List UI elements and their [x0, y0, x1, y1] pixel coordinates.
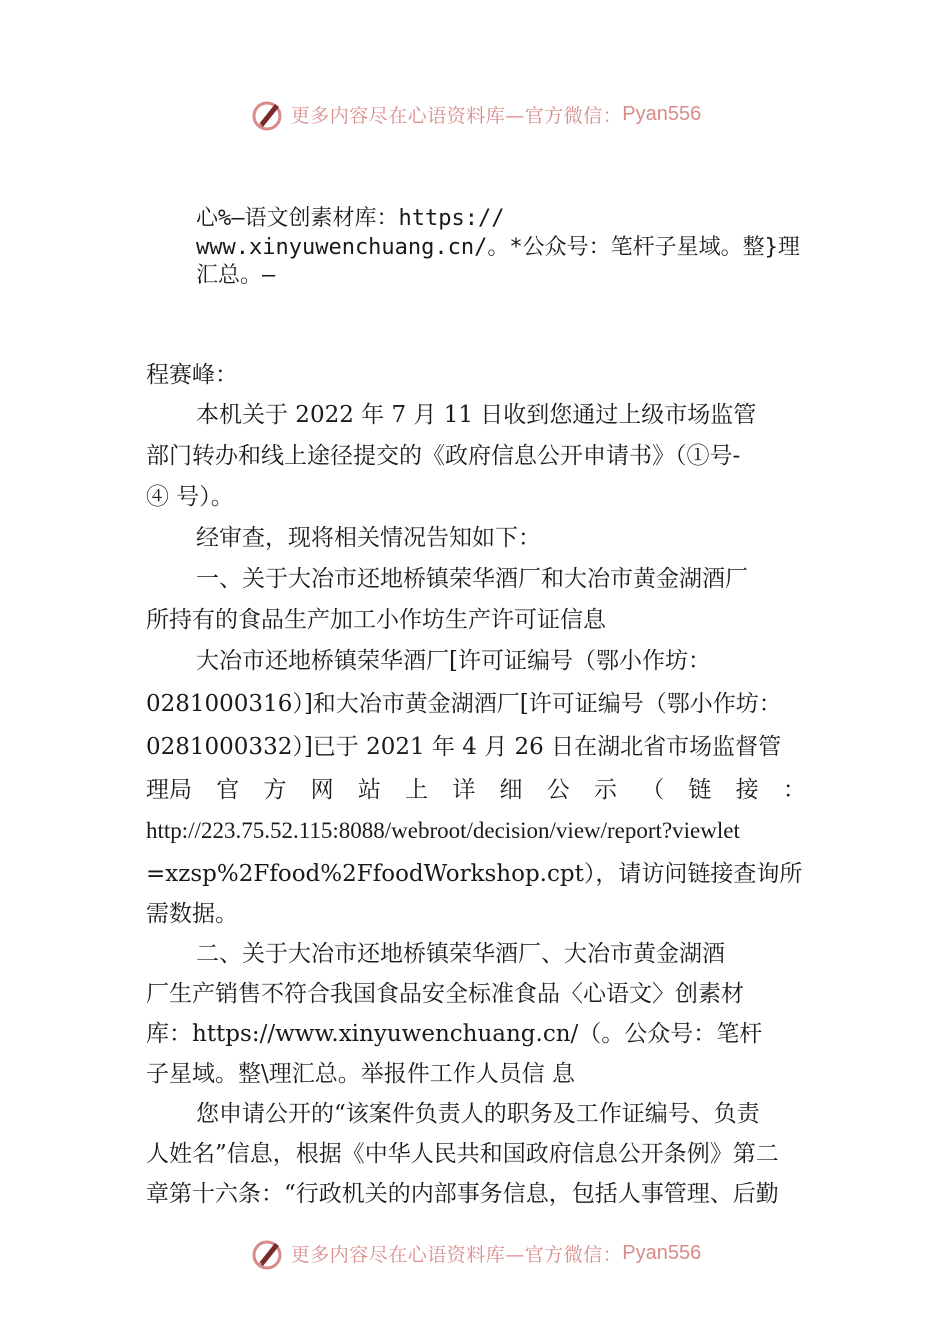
- header-note-line-2: www.xinyuwenchuang.cn/。*公众号：笔杆子星域。整}理: [196, 235, 800, 260]
- p3-line-5-url: http://223.75.52.115:8088/webroot/decision/view/report?viewlet: [146, 818, 740, 843]
- pen-logo-icon: [249, 96, 285, 132]
- p3-line-4-seg: 官: [216, 777, 240, 803]
- p3-line-3: 0281000332）]已于 2021 年 4 月 26 日在湖北省市场监督管: [146, 734, 782, 760]
- p3-line-4-seg: 详: [452, 777, 476, 803]
- p3-line-4-seg: 接: [735, 777, 759, 803]
- p3-line-4-seg: 网: [310, 777, 334, 803]
- salutation: 程赛峰：: [146, 362, 238, 388]
- p3-line-6: =xzsp%2Ffood%2FfoodWorkshop.cpt），请访问链接查询所: [146, 861, 803, 887]
- p4-line-1: 您申请公开的“该案件负责人的职务及工作证编号、负责: [196, 1101, 760, 1127]
- p3-line-4-seg: 示: [593, 777, 617, 803]
- header-watermark-banner: [0, 94, 950, 134]
- p3-line-7: 需数据。: [146, 901, 238, 927]
- p3-line-4-seg: 理局: [146, 777, 192, 803]
- section-2-heading-line-3: 库：https://www.xinyuwenchuang.cn/（。公众号：笔杆: [146, 1021, 763, 1047]
- section-1-heading-line-2: 所持有的食品生产加工小作坊生产许可证信息: [146, 607, 606, 633]
- p1-line-2: 部门转办和线上途径提交的《政府信息公开申请书》（①号-: [146, 443, 741, 469]
- p1-line-3: ④ 号）。: [146, 484, 234, 510]
- section-2-heading-line-2: 厂生产销售不符合我国食品安全标准食品〈心语文〉创素材: [146, 981, 744, 1007]
- p2-line-1: 经审查，现将相关情况告知如下：: [196, 525, 541, 551]
- p4-line-2: 人姓名”信息，根据《中华人民共和国政府信息公开条例》第二: [146, 1141, 779, 1167]
- banner-wechat-id: Pyan556: [622, 102, 702, 125]
- p3-line-4-seg: 方: [263, 777, 287, 803]
- p3-line-4-seg: ：: [782, 777, 806, 803]
- p1-line-1: 本机关于 2022 年 7 月 11 日收到您通过上级市场监管: [196, 402, 757, 428]
- section-2-heading-line-4: 子星域。整\理汇总。举报件工作人员信 息: [146, 1061, 576, 1087]
- p4-line-3: 章第十六条：“行政机关的内部事务信息，包括人事管理、后勤: [146, 1181, 779, 1207]
- banner-text: 更多内容尽在心语资料库—官方微信：: [290, 104, 623, 127]
- p3-line-4-seg: 上: [405, 777, 429, 803]
- p3-line-4-seg: 链: [688, 777, 712, 803]
- p3-line-2: 0281000316）]和大冶市黄金湖酒厂[许可证编号（鄂小作坊：: [146, 691, 782, 717]
- header-note-line-3: 汇总。—: [196, 263, 276, 288]
- banner-text: 更多内容尽在心语资料库—官方微信：: [290, 1243, 623, 1266]
- p3-line-4-seg: （: [641, 777, 665, 803]
- p3-line-4-seg: 细: [499, 777, 523, 803]
- footer-watermark-banner: [0, 1233, 950, 1273]
- header-note-line-1: 心%—语文创素材库：https://: [196, 206, 505, 231]
- p3-line-1: 大冶市还地桥镇荣华酒厂[许可证编号（鄂小作坊：: [196, 648, 711, 674]
- p3-line-4-seg: 站: [357, 777, 381, 803]
- section-1-heading-line-1: 一、关于大冶市还地桥镇荣华酒厂和大冶市黄金湖酒厂: [196, 566, 748, 592]
- pen-logo-icon: [249, 1235, 285, 1271]
- banner-wechat-id: Pyan556: [622, 1241, 702, 1264]
- p3-line-4: [146, 775, 806, 805]
- section-2-heading-line-1: 二、关于大冶市还地桥镇荣华酒厂、大冶市黄金湖酒: [196, 941, 725, 967]
- p3-line-4-seg: 公: [546, 777, 570, 803]
